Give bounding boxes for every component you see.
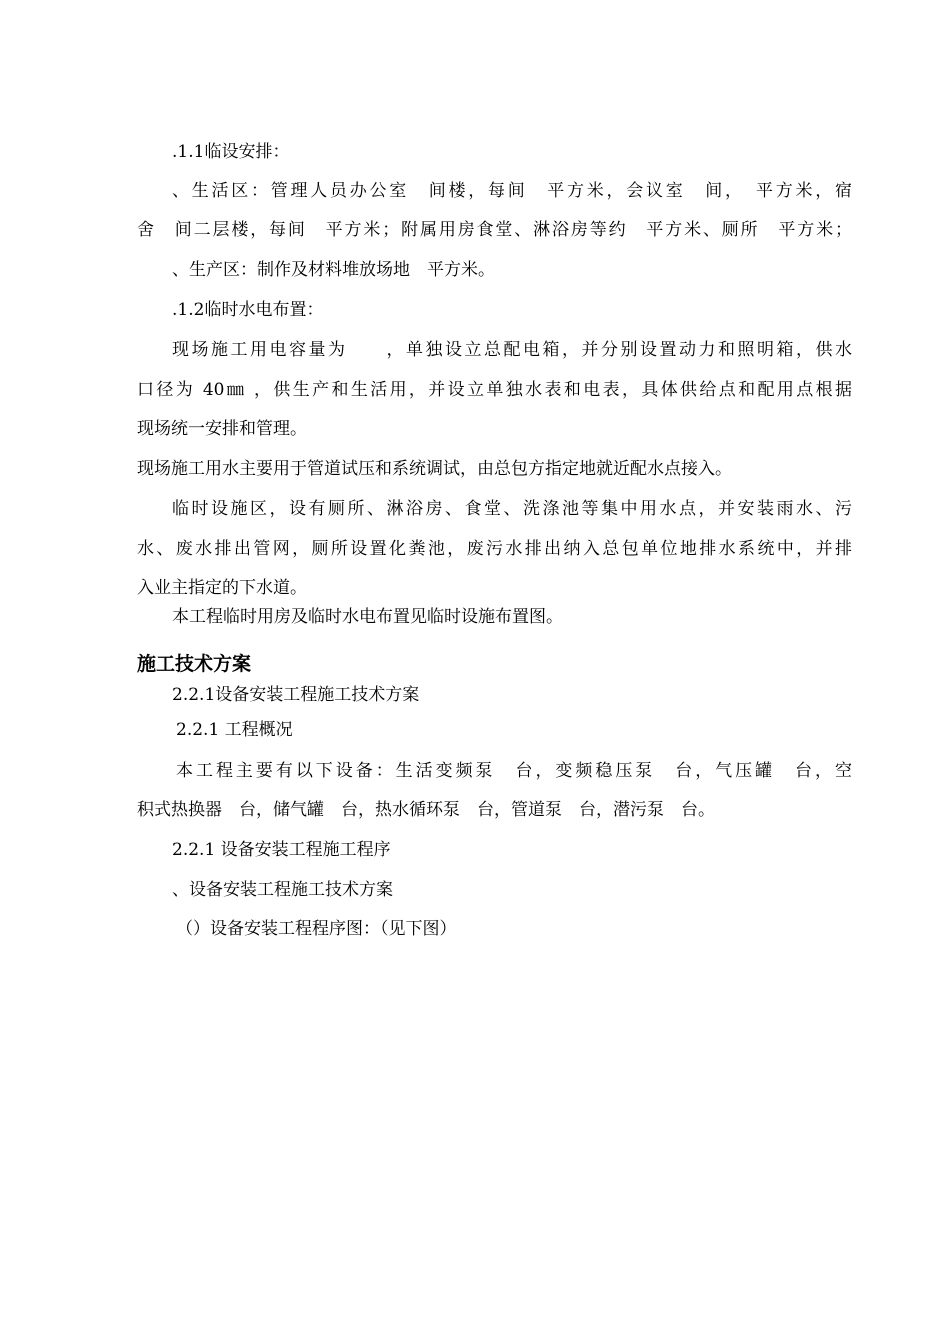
section-heading-water-power: .1.2临时水电布置： — [172, 300, 324, 320]
living-area-line-1: 、生活区：管理人员办公室 间楼，每间 平方米，会议室 间， 平方米，宿 — [172, 181, 852, 201]
power-line-2: 口径为 40㎜ ，供生产和生活用，并设立单独水表和电表，具体供给点和配用点根据 — [137, 380, 852, 400]
section-heading-temp-facilities: .1.1临设安排： — [172, 142, 290, 162]
water-supply-line: 现场施工用水主要用于管道试压和系统调试，由总包方指定地就近配水点接入。 — [137, 459, 732, 479]
layout-reference-line: 本工程临时用房及临时水电布置见临时设施布置图。 — [172, 607, 563, 627]
production-area-line: 、生产区：制作及材料堆放场地 平方米。 — [172, 260, 495, 280]
scheme-line: 、设备安装工程施工技术方案 — [172, 880, 393, 900]
section-title: 施工技术方案 — [137, 653, 252, 675]
living-area-line-2: 舍 间二层楼，每间 平方米；附属用房食堂、淋浴房等约 平方米、厕所 平方米； — [137, 220, 852, 240]
drainage-line-3: 入业主指定的下水道。 — [137, 578, 307, 598]
equipment-line-1: 本工程主要有以下设备：生活变频泵 台，变频稳压泵 台，气压罐 台，空 — [176, 761, 852, 781]
drainage-line-2: 水、废水排出管网，厕所设置化粪池，废污水排出纳入总包单位地排水系统中，并排 — [137, 539, 852, 559]
overview-heading: 2.2.1 工程概况 — [176, 720, 293, 740]
sub-section-title: 2.2.1设备安装工程施工技术方案 — [172, 685, 420, 705]
power-line-3: 现场统一安排和管理。 — [137, 419, 307, 439]
power-line-1: 现场施工用电容量为 ，单独设立总配电箱，并分别设置动力和照明箱，供水 — [172, 340, 852, 360]
equipment-line-2: 积式热换器 台，储气罐 台，热水循环泵 台，管道泵 台，潜污泵 台。 — [137, 800, 715, 820]
drainage-line-1: 临时设施区，设有厕所、淋浴房、食堂、洗涤池等集中用水点，并安装雨水、污 — [172, 499, 852, 519]
procedure-heading: 2.2.1 设备安装工程施工程序 — [172, 840, 391, 860]
diagram-reference-line: （）设备安装工程程序图：（见下图） — [176, 919, 457, 939]
